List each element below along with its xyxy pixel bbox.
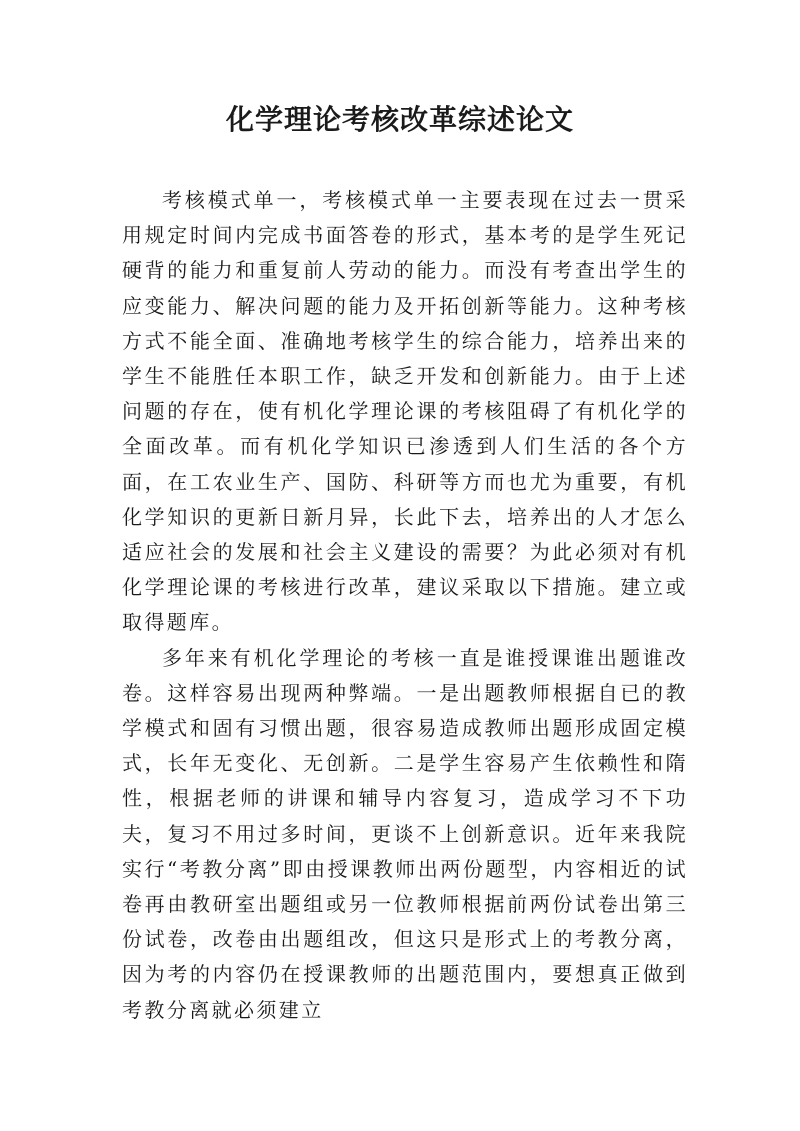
paragraph: 多年来有机化学理论的考核一直是谁授课谁出题谁改卷。这样容易出现两种弊端。一是出题教师根据自已的教学模式和固有习惯出题，很容易造成教师出题形成固定模式，长年无变化、无创新。二是学生容易产生依赖性和隋性，根据老师的讲课和辅导内容复习，造成学习不下功夫，复习不用过多时间，更谈不上创新意识。近年来我院实行“考教分离”即由授课教师出两份题型，内容相近的试卷再由教研室出题组或另一位教师根据前两份试卷出第三份试卷，改卷由出题组改，但这只是形式上的考教分离，因为考的内容仍在授课教师的出题范围内，要想真正做到考教分离就必须建立 — [122, 645, 688, 1022]
paragraph: 考核模式单一，考核模式单一主要表现在过去一贯采用规定时间内完成书面答卷的形式，基本考的是学生死记硬背的能力和重复前人劳动的能力。而没有考查出学生的应变能力、解决问题的能力及开拓创新等能力。这种考核方式不能全面、准确地考核学生的综合能力，培养出来的学生不能胜任本职工作，缺乏开发和创新能力。由于上述问题的存在，使有机化学理论课的考核阻碍了有机化学的全面改革。而有机化学知识已渗透到人们生活的各个方面，在工农业生产、国防、科研等方而也尤为重要，有机化学知识的更新日新月异，长此下去，培养出的人才怎么适应社会的发展和社会主义建设的需要？为此必须对有机化学理论课的考核进行改革，建议采取以下措施。建立或取得题库。 — [122, 188, 688, 635]
document-title: 化学理论考核改革综述论文 — [225, 103, 574, 136]
document-body — [122, 183, 688, 1028]
